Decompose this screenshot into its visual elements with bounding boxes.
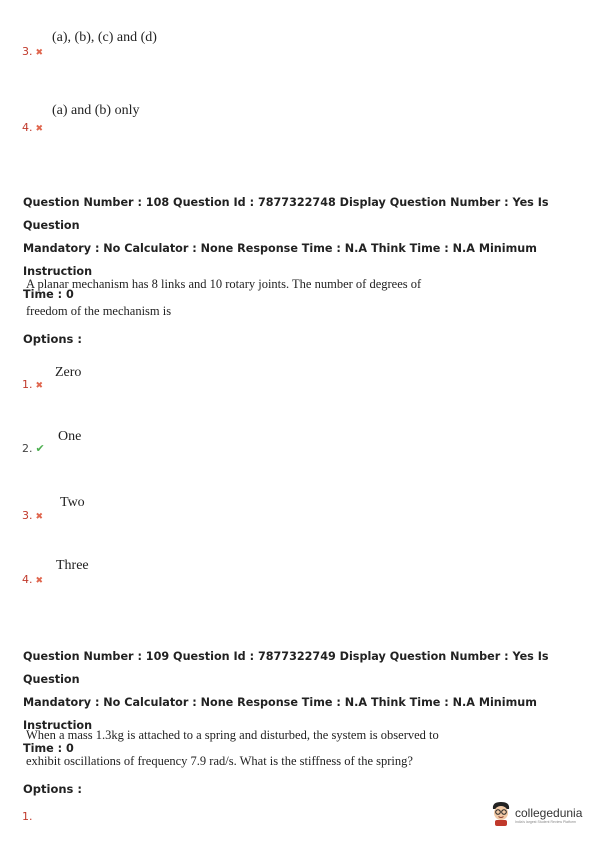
q109-option-1-number: 1. [22,810,33,823]
q109-options-label: Options : [23,782,82,796]
collegedunia-logo [490,800,582,830]
cross-icon: ✖ [35,576,44,586]
option-number: 2. [22,442,33,455]
q108-options-label: Options : [23,332,82,346]
q108-text-line1: A planar mechanism has 8 links and 10 rotary joints. The number of degrees of [26,277,422,291]
q108-option-4 [22,568,43,587]
option-number: 1. [22,378,33,391]
cross-icon: ✖ [35,124,44,134]
cross-icon: ✖ [35,381,44,391]
q108-meta-line3: Time : 0 [23,288,74,301]
cross-icon: ✖ [35,48,44,58]
q108-option-3 [22,504,43,523]
q108-meta-line2: Mandatory : No Calculator : None Response Time : N.A Think Time : N.A Minimum Instruction [23,242,537,278]
q108-option-2 [22,437,45,456]
q109-meta-line3: Time : 0 [23,742,74,755]
prev-option-3-text: (a), (b), (c) and (d) [52,30,157,45]
prev-option-3 [22,40,43,59]
logo-tagline: India's largest Student Review Platform [515,820,576,824]
logo-name: collegedunia [515,806,583,820]
q108-text-line2: freedom of the mechanism is [26,304,172,318]
option-number: 4. [22,573,33,586]
q108-option-1-text: Zero [55,365,82,380]
q108-option-4-text: Three [56,558,89,573]
q108-option-2-text: One [58,429,82,444]
q109-meta-line1: Question Number : 109 Question Id : 7877322749 Display Question Number : Yes Is Question [23,650,549,686]
q108-option-3-text: Two [60,495,85,510]
mascot-icon [490,800,512,830]
prev-option-4 [22,116,43,135]
q109-meta-line2: Mandatory : No Calculator : None Response Time : N.A Think Time : N.A Minimum Instruction [23,696,537,732]
option-number: 4. [22,121,33,134]
cross-icon: ✖ [35,512,44,522]
q108-meta-line1: Question Number : 108 Question Id : 7877322748 Display Question Number : Yes Is Question [23,196,549,232]
q108-option-1 [22,373,43,392]
q109-text-line1: When a mass 1.3kg is attached to a spring and disturbed, the system is observed to [26,728,439,742]
check-icon: ✔ [35,442,45,455]
prev-option-4-text: (a) and (b) only [52,103,140,118]
option-number: 3. [22,509,33,522]
option-number: 3. [22,45,33,58]
q109-text-line2: exhibit oscillations of frequency 7.9 rad/s. What is the stiffness of the spring? [26,754,413,768]
